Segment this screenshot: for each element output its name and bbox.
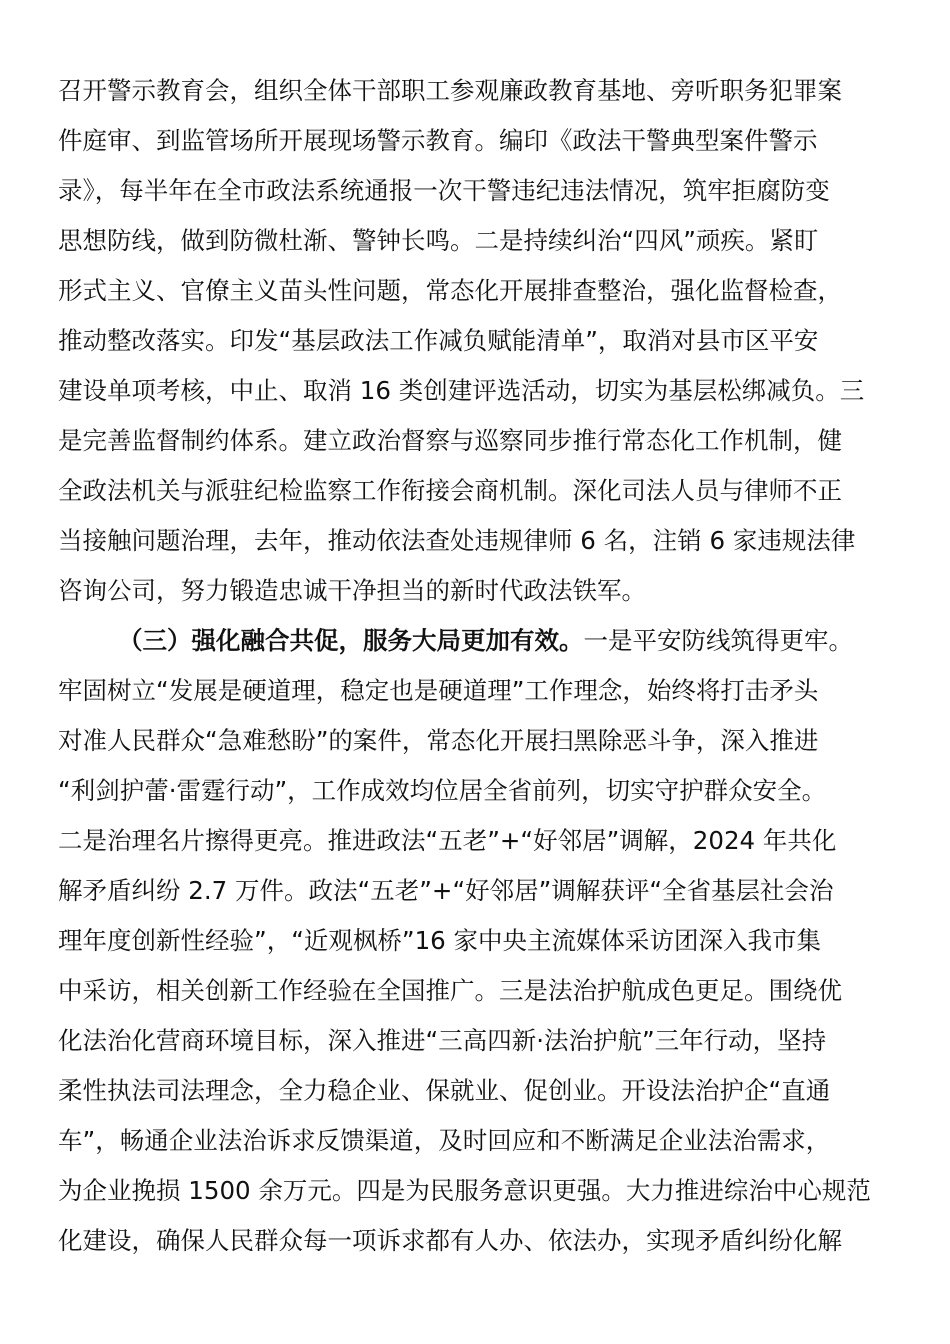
text-line: 件庭审、到监管场所开展现场警示教育。编印《政法干警典型案件警示	[58, 126, 818, 155]
text-line: 形式主义、官僚主义苗头性问题，常态化开展排查整治，强化监督检查，	[58, 276, 842, 305]
text-line: 建设单项考核，中止、取消 16 类创建评选活动，切实为基层松绑减负。三	[58, 376, 865, 405]
section-heading: （三）强化融合共促，服务大局更加有效。	[118, 626, 584, 655]
text-line: 解矛盾纠纷 2.7 万件。政法“五老”+“好邻居”调解获评“全省基层社会治	[58, 876, 834, 905]
text-line: 召开警示教育会，组织全体干部职工参观廉政教育基地、旁听职务犯罪案	[58, 76, 842, 105]
heading-line-rest: 一是平安防线筑得更牢。	[583, 626, 853, 655]
text-line: 推动整改落实。印发“基层政法工作减负赋能清单”，取消对县市区平安	[58, 326, 819, 355]
text-line: 理年度创新性经验”，“近观枫桥”16 家中央主流媒体采访团深入我市集	[58, 926, 822, 955]
text-line: 当接触问题治理，去年，推动依法查处违规律师 6 名，注销 6 家违规法律	[58, 526, 856, 555]
text-line: 是完善监督制约体系。建立政治督察与巡察同步推行常态化工作机制，健	[58, 426, 842, 455]
paragraph-first-line	[58, 616, 892, 666]
text-line: 化建设，确保人民群众每一项诉求都有人办、依法办，实现矛盾纠纷化解	[58, 1226, 842, 1255]
text-line: 化法治化营商环境目标，深入推进“三高四新·法治护航”三年行动，坚持	[58, 1026, 827, 1055]
text-line: 思想防线，做到防微杜渐、警钟长鸣。二是持续纠治“四风”顽疾。紧盯	[58, 226, 819, 255]
text-line: 对准人民群众“急难愁盼”的案件，常态化开展扫黑除恶斗争，深入推进	[58, 726, 819, 755]
text-line: 柔性执法司法理念，全力稳企业、保就业、促创业。开设法治护企“直通	[58, 1076, 831, 1105]
body-text	[58, 66, 892, 1266]
paragraph-1	[58, 66, 892, 616]
text-line: 全政法机关与派驻纪检监察工作衔接会商机制。深化司法人员与律师不正	[58, 476, 842, 505]
text-line: 录》，每半年在全市政法系统通报一次干警违纪违法情况，筑牢拒腐防变	[58, 176, 830, 205]
text-line: 牢固树立“发展是硬道理，稳定也是硬道理”工作理念，始终将打击矛头	[58, 676, 819, 705]
paragraph-2	[58, 616, 892, 1266]
text-line: 咨询公司，努力锻造忠诚干净担当的新时代政法铁军。	[58, 576, 646, 605]
text-line: 为企业挽损 1500 余万元。四是为民服务意识更强。大力推进综治中心规范	[58, 1176, 871, 1205]
text-line: 中采访，相关创新工作经验在全国推广。三是法治护航成色更足。围绕优	[58, 976, 842, 1005]
text-line: 二是治理名片擦得更亮。推进政法“五老”+“好邻居”调解，2024 年共化	[58, 826, 837, 855]
text-line: “利剑护蕾·雷霆行动”，工作成效均位居全省前列，切实守护群众安全。	[58, 776, 827, 805]
text-line: 车”，畅通企业法治诉求反馈渠道，及时回应和不断满足企业法治需求，	[58, 1126, 831, 1155]
